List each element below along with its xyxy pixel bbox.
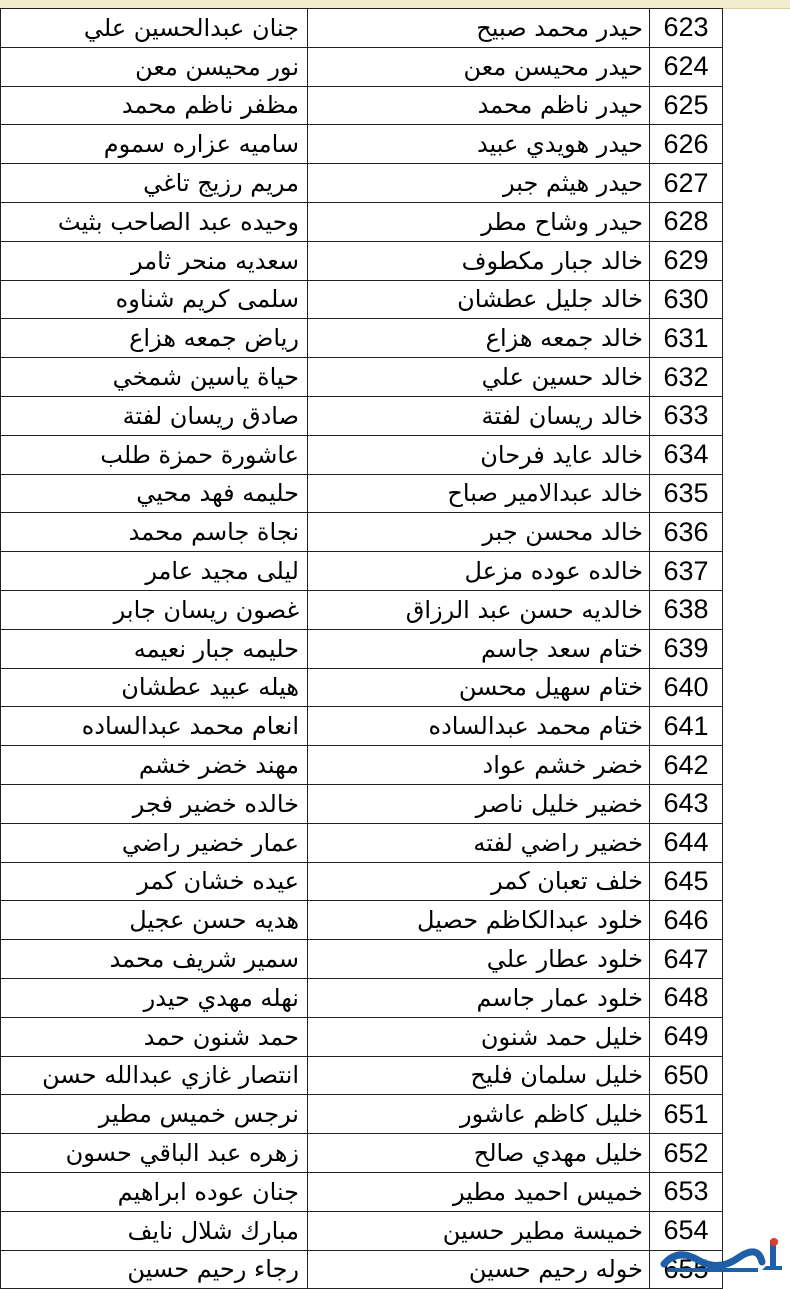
person-name-cell: حيدر هويدي عبيد <box>308 125 650 164</box>
spouse-name-cell: نرجس خميس مطير <box>1 1095 308 1134</box>
person-name-cell: خلود عبدالكاظم حصيل <box>308 901 650 940</box>
empty-cell <box>723 823 782 862</box>
spouse-name-cell: سلمى كريم شناوه <box>1 280 308 319</box>
row-number-cell: 652 <box>650 1134 723 1173</box>
row-number-cell: 633 <box>650 396 723 435</box>
person-name-cell: خالد عايد فرحان <box>308 435 650 474</box>
row-number-cell: 623 <box>650 9 723 48</box>
spouse-name-cell: خالده خضير فجر <box>1 784 308 823</box>
spouse-name-cell: انعام محمد عبدالساده <box>1 707 308 746</box>
person-name-cell: حيدر هيثم جبر <box>308 164 650 203</box>
spouse-name-cell: عاشورة حمزة طلب <box>1 435 308 474</box>
person-name-cell: خليل كاظم عاشور <box>308 1095 650 1134</box>
empty-cell <box>723 358 782 397</box>
empty-cell <box>723 164 782 203</box>
table-row <box>1 590 782 629</box>
empty-cell <box>723 241 782 280</box>
spouse-name-cell: نهله مهدي حيدر <box>1 978 308 1017</box>
empty-cell <box>723 784 782 823</box>
table-row <box>1 1017 782 1056</box>
table-row <box>1 319 782 358</box>
person-name-cell: خلود عطار علي <box>308 940 650 979</box>
spouse-name-cell: حمد شنون حمد <box>1 1017 308 1056</box>
person-name-cell: ختام سعد جاسم <box>308 629 650 668</box>
spouse-name-cell: مريم رزيج تاغي <box>1 164 308 203</box>
spouse-name-cell: حليمه جبار نعيمه <box>1 629 308 668</box>
table-row <box>1 125 782 164</box>
row-number-cell: 645 <box>650 862 723 901</box>
table-row <box>1 668 782 707</box>
row-number-cell: 640 <box>650 668 723 707</box>
nasiriyah-logo-icon <box>658 1234 788 1278</box>
person-name-cell: خليل حمد شنون <box>308 1017 650 1056</box>
person-name-cell: ختام سهيل محسن <box>308 668 650 707</box>
table-row <box>1 164 782 203</box>
empty-cell <box>723 668 782 707</box>
row-number-cell: 630 <box>650 280 723 319</box>
spouse-name-cell: هديه حسن عجيل <box>1 901 308 940</box>
row-number-cell: 644 <box>650 823 723 862</box>
row-number-cell: 651 <box>650 1095 723 1134</box>
spouse-name-cell: جنان عبدالحسين علي <box>1 9 308 48</box>
spouse-name-cell: عمار خضير راضي <box>1 823 308 862</box>
empty-cell <box>723 978 782 1017</box>
empty-cell <box>723 280 782 319</box>
row-number-cell: 653 <box>650 1172 723 1211</box>
table-row <box>1 435 782 474</box>
spouse-name-cell: انتصار غازي عبدالله حسن <box>1 1056 308 1095</box>
table-row <box>1 823 782 862</box>
person-name-cell: خالده عوده مزعل <box>308 552 650 591</box>
empty-cell <box>723 552 782 591</box>
row-number-cell: 629 <box>650 241 723 280</box>
row-number-cell: 635 <box>650 474 723 513</box>
spouse-name-cell: نور محيسن معن <box>1 47 308 86</box>
table-row <box>1 513 782 552</box>
spouse-name-cell: هيله عبيد عطشان <box>1 668 308 707</box>
table-row <box>1 1095 782 1134</box>
table-row <box>1 862 782 901</box>
table-row <box>1 202 782 241</box>
table-row <box>1 901 782 940</box>
row-number-cell: 646 <box>650 901 723 940</box>
names-table-body <box>1 9 782 1289</box>
row-number-cell: 641 <box>650 707 723 746</box>
person-name-cell: خضير راضي لفته <box>308 823 650 862</box>
empty-cell <box>723 9 782 48</box>
person-name-cell: خميس احميد مطير <box>308 1172 650 1211</box>
spouse-name-cell: حياة ياسين شمخي <box>1 358 308 397</box>
table-row <box>1 552 782 591</box>
person-name-cell: خالد جليل عطشان <box>308 280 650 319</box>
table-row <box>1 784 782 823</box>
empty-cell <box>723 202 782 241</box>
table-row <box>1 241 782 280</box>
spouse-name-cell: ساميه عزاره سموم <box>1 125 308 164</box>
spouse-name-cell: ليلى مجيد عامر <box>1 552 308 591</box>
row-number-cell: 643 <box>650 784 723 823</box>
spouse-name-cell: مهند خضر خشم <box>1 746 308 785</box>
table-row <box>1 940 782 979</box>
empty-cell <box>723 319 782 358</box>
row-number-cell: 650 <box>650 1056 723 1095</box>
row-number-cell: 626 <box>650 125 723 164</box>
row-number-cell: 624 <box>650 47 723 86</box>
empty-cell <box>723 940 782 979</box>
empty-cell <box>723 707 782 746</box>
table-row <box>1 358 782 397</box>
person-name-cell: خلف تعبان كمر <box>308 862 650 901</box>
empty-cell <box>723 629 782 668</box>
table-row <box>1 746 782 785</box>
row-number-cell: 647 <box>650 940 723 979</box>
row-number-cell: 648 <box>650 978 723 1017</box>
person-name-cell: خوله رحيم حسين <box>308 1250 650 1289</box>
row-number-cell: 654 <box>650 1211 723 1250</box>
spouse-name-cell: غصون ريسان جابر <box>1 590 308 629</box>
spouse-name-cell: نجاة جاسم محمد <box>1 513 308 552</box>
empty-cell <box>723 1056 782 1095</box>
row-number-cell: 642 <box>650 746 723 785</box>
row-number-cell: 634 <box>650 435 723 474</box>
empty-cell <box>723 1017 782 1056</box>
spouse-name-cell: صادق ريسان لفتة <box>1 396 308 435</box>
empty-cell <box>723 86 782 125</box>
spouse-name-cell: مظفر ناظم محمد <box>1 86 308 125</box>
table-row <box>1 978 782 1017</box>
row-number-cell: 632 <box>650 358 723 397</box>
table-row <box>1 474 782 513</box>
empty-cell <box>723 47 782 86</box>
table-row <box>1 9 782 48</box>
person-name-cell: حيدر وشاح مطر <box>308 202 650 241</box>
person-name-cell: حيدر محمد صبيح <box>308 9 650 48</box>
row-number-cell: 628 <box>650 202 723 241</box>
person-name-cell: خضير خليل ناصر <box>308 784 650 823</box>
row-number-cell: 637 <box>650 552 723 591</box>
table-row <box>1 396 782 435</box>
person-name-cell: خالديه حسن عبد الرزاق <box>308 590 650 629</box>
person-name-cell: خميسة مطير حسين <box>308 1211 650 1250</box>
table-row <box>1 1134 782 1173</box>
row-number-cell: 625 <box>650 86 723 125</box>
table-row <box>1 86 782 125</box>
table-row <box>1 47 782 86</box>
person-name-cell: حيدر ناظم محمد <box>308 86 650 125</box>
spouse-name-cell: مبارك شلال نايف <box>1 1211 308 1250</box>
empty-cell <box>723 474 782 513</box>
empty-cell <box>723 396 782 435</box>
spouse-name-cell: رياض جمعه هزاع <box>1 319 308 358</box>
person-name-cell: خالد جمعه هزاع <box>308 319 650 358</box>
spouse-name-cell: سمير شريف محمد <box>1 940 308 979</box>
person-name-cell: خالد جبار مكطوف <box>308 241 650 280</box>
empty-cell <box>723 590 782 629</box>
empty-cell <box>723 1134 782 1173</box>
person-name-cell: خالد عبدالامير صباح <box>308 474 650 513</box>
person-name-cell: خالد محسن جبر <box>308 513 650 552</box>
person-name-cell: خلود عمار جاسم <box>308 978 650 1017</box>
table-row <box>1 1056 782 1095</box>
person-name-cell: خضر خشم عواد <box>308 746 650 785</box>
row-number-cell: 638 <box>650 590 723 629</box>
person-name-cell: خالد حسين علي <box>308 358 650 397</box>
table-row <box>1 629 782 668</box>
table-row <box>1 280 782 319</box>
empty-cell <box>723 125 782 164</box>
spreadsheet-area <box>0 8 790 1289</box>
empty-cell <box>723 1172 782 1211</box>
spouse-name-cell: رجاء رحيم حسين <box>1 1250 308 1289</box>
empty-cell <box>723 513 782 552</box>
row-number-cell: 649 <box>650 1017 723 1056</box>
person-name-cell: ختام محمد عبدالساده <box>308 707 650 746</box>
watermark-logo <box>658 1234 788 1278</box>
spouse-name-cell: جنان عوده ابراهيم <box>1 1172 308 1211</box>
person-name-cell: خليل مهدي صالح <box>308 1134 650 1173</box>
spouse-name-cell: عيده خشان كمر <box>1 862 308 901</box>
row-number-cell: 639 <box>650 629 723 668</box>
spouse-name-cell: وحيده عبد الصاحب بثيث <box>1 202 308 241</box>
empty-cell <box>723 1095 782 1134</box>
spouse-name-cell: سعديه منحر ثامر <box>1 241 308 280</box>
empty-cell <box>723 746 782 785</box>
row-number-cell: 636 <box>650 513 723 552</box>
table-row <box>1 707 782 746</box>
table-row <box>1 1172 782 1211</box>
empty-cell <box>723 901 782 940</box>
spouse-name-cell: حليمه فهد محيي <box>1 474 308 513</box>
person-name-cell: حيدر محيسن معن <box>308 47 650 86</box>
row-number-cell: 631 <box>650 319 723 358</box>
row-number-cell: 627 <box>650 164 723 203</box>
spouse-name-cell: زهره عبد الباقي حسون <box>1 1134 308 1173</box>
empty-cell <box>723 435 782 474</box>
row-number-cell: 655 <box>650 1250 723 1289</box>
person-name-cell: خليل سلمان فليح <box>308 1056 650 1095</box>
person-name-cell: خالد ريسان لفتة <box>308 396 650 435</box>
names-table <box>0 8 781 1289</box>
empty-cell <box>723 862 782 901</box>
